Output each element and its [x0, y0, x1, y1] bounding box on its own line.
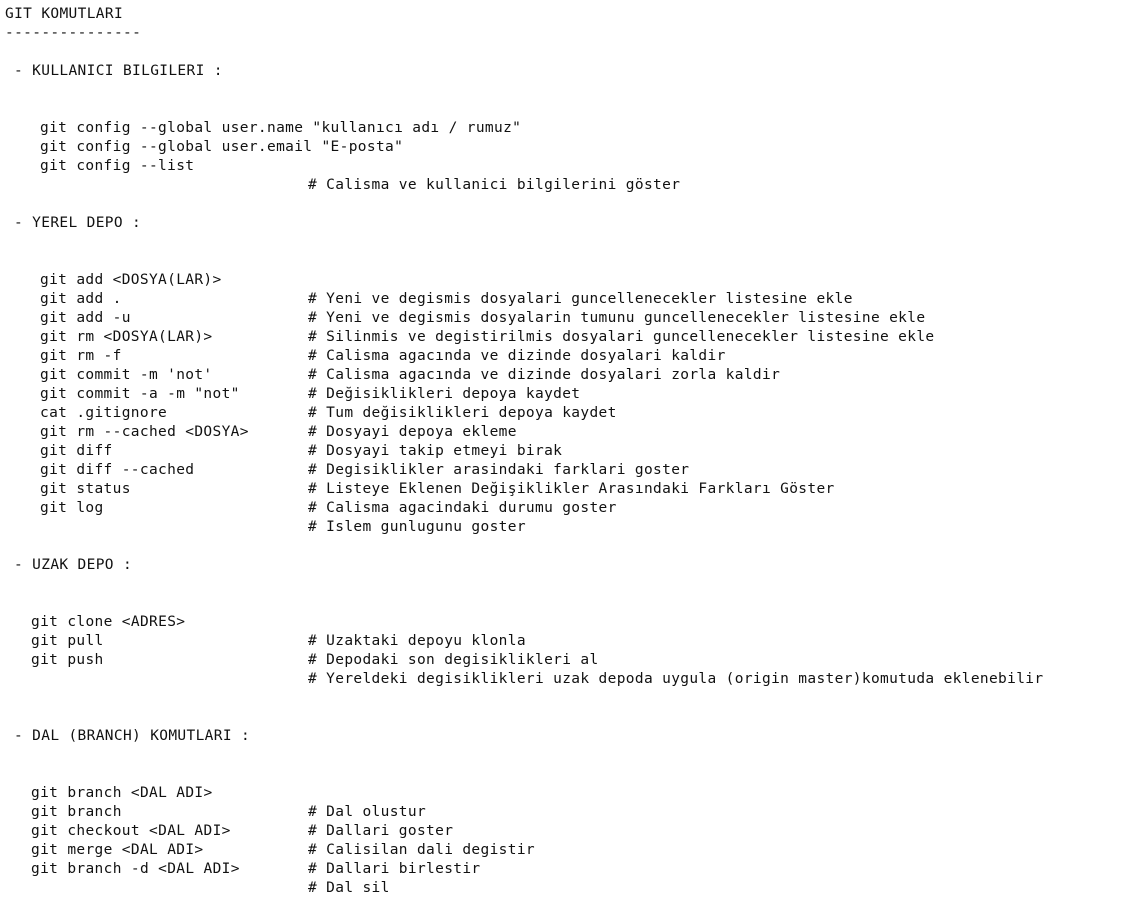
command-text: git rm --cached <DOSYA> [40, 424, 249, 440]
command-text: git branch -d <DAL ADI> [31, 861, 240, 877]
command-comment: # Yeni ve degismis dosyalari guncellenecekler listesine ekle [308, 291, 853, 307]
command-comment: # Calisma agacindaki durumu goster [308, 500, 617, 516]
command-row [5, 100, 1135, 136]
command-comment: # Depodaki son degisiklikleri al [308, 652, 599, 668]
command-text: git add -u [40, 310, 131, 326]
command-row [5, 252, 1135, 307]
spacer [5, 43, 1135, 62]
command-comment: # Silinmis ve degistirilmis dosyalari guncellenecekler listesine ekle [308, 329, 935, 345]
command-comment: # Islem gunlugunu goster [308, 519, 526, 535]
spacer [5, 746, 1135, 765]
command-row [5, 119, 1135, 155]
command-comment: # Değisiklikleri depoya kaydet [308, 386, 581, 402]
command-text: git add . [40, 291, 122, 307]
document [5, 5, 1135, 896]
command-comment: # Degisiklikler arasindaki farklari goster [308, 462, 690, 478]
command-text: git pull [31, 633, 104, 649]
command-comment: # Tum değisiklikleri depoya kaydet [308, 405, 617, 421]
command-comment: # Yereldeki degisiklikleri uzak depoda uygula (origin master)komutuda eklenebilir [308, 671, 1044, 687]
command-comment: # Dal olustur [308, 804, 427, 820]
command-text: git config --global user.email "E-posta" [40, 139, 404, 155]
spacer [5, 81, 1135, 100]
command-comment: # Calisma ve kullanici bilgilerini göster [308, 177, 681, 193]
section-heading-yerel-depo: - YEREL DEPO : [14, 215, 142, 231]
command-comment: # Uzaktaki depoyu klonla [308, 633, 526, 649]
command-text: git branch <DAL ADI> [31, 785, 213, 801]
command-text: git clone <ADRES> [31, 614, 186, 630]
command-comment: # Dallari goster [308, 823, 454, 839]
command-text: git log [40, 500, 104, 516]
command-text: git diff [40, 443, 113, 459]
command-comment: # Calisma agacında ve dizinde dosyalari zorla kaldir [308, 367, 781, 383]
command-comment: # Calisilan dali degistir [308, 842, 535, 858]
command-comment: # Listeye Eklenen Değişiklikler Arasındaki Farkları Göster [308, 481, 835, 497]
command-text: git commit -a -m "not" [40, 386, 240, 402]
command-row [5, 765, 1135, 820]
command-comment: # Dosyayi depoya ekleme [308, 424, 517, 440]
command-comment: # Dosyayi takip etmeyi birak [308, 443, 563, 459]
page-title: GIT KOMUTLARI [5, 6, 124, 22]
command-text: git merge <DAL ADI> [31, 842, 204, 858]
command-text: git rm <DOSYA(LAR)> [40, 329, 213, 345]
command-comment: # Dallari birlestir [308, 861, 481, 877]
command-text: git rm -f [40, 348, 122, 364]
command-comment: # Calisma agacında ve dizinde dosyalari kaldir [308, 348, 726, 364]
spacer [5, 233, 1135, 252]
command-comment: # Dal sil [308, 880, 390, 896]
section-heading-uzak-depo: - UZAK DEPO : [14, 557, 133, 573]
command-comment: # Yeni ve degismis dosyalarin tumunu guncellenecekler listesine ekle [308, 310, 926, 326]
section-heading-dal-komutlari: - DAL (BRANCH) KOMUTLARI : [14, 728, 251, 744]
command-text: git push [31, 652, 104, 668]
command-text: git checkout <DAL ADI> [31, 823, 231, 839]
command-text: git config --global user.name "kullanıcı adı / rumuz" [40, 120, 522, 136]
spacer [5, 575, 1135, 594]
command-text: git config --list [40, 158, 195, 174]
command-text: cat .gitignore [40, 405, 168, 421]
command-row [5, 138, 1135, 193]
command-text: git commit -m 'not' [40, 367, 213, 383]
section-heading-kullanici-bilgileri: - KULLANICI BILGILERI : [14, 63, 223, 79]
title-underline: --------------- [5, 25, 142, 41]
command-text: git diff --cached [40, 462, 195, 478]
spacer [5, 708, 1135, 727]
command-text: git status [40, 481, 131, 497]
command-text: git add <DOSYA(LAR)> [40, 272, 222, 288]
command-text: git branch [31, 804, 122, 820]
